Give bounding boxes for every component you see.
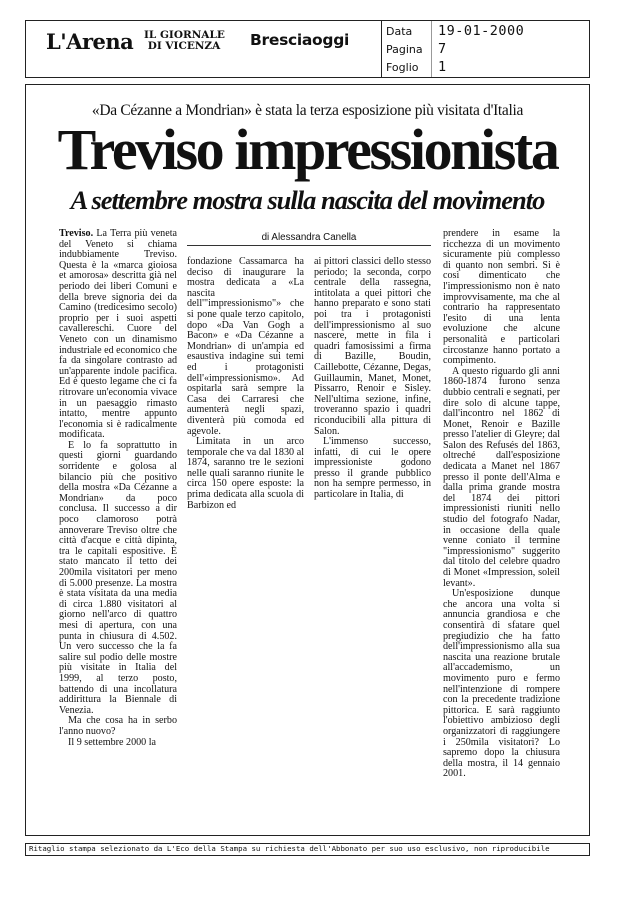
paragraph-text: La Terra più veneta del Veneto si chiama indubbiamente Treviso. Questa è la «marca gioiosa et amorosa» descritta già nel periodo dei liberi Comuni e della breve signoria dei da Camino (tredicesimo secolo) proprio per i suoi aspetti cavallereschi. Cuore del Veneto con un dinamismo industriale ed economico che fa da singolare contrasto ad un'apparente indole pacifica. Ed è questo legame che ci fa ritrovare un'economia vivace in un paesaggio rimasto intatto, mentre appunto l'economia si è radicalmente modificata.	[59, 228, 177, 441]
meta-row-data	[381, 23, 589, 41]
paragraph: ai pittori classici dello stesso periodo; la seconda, corpo centrale della rassegna, intitolata a quei pittori che hanno preparato e sono stati poi tra i protagonisti dell'impressionismo al suo nascere, mette in fila i quadri famosissimi a firma di Bazille, Boudin, Caillebotte, Cézanne, Degas, Guillaumin, Manet, Monet, Pissarro, Renoir e Sisley. Nell'ultima sezione, infine, troveranno spazio i quadri riconducibili alla pittura di Salon.	[314, 256, 431, 437]
byline-rule	[187, 245, 431, 246]
clipping-meta	[381, 21, 589, 77]
paragraph: Il 9 settembre 2000 la	[68, 736, 157, 748]
paragraph	[59, 229, 177, 441]
logo-giornale-line2: DI VICENZA	[147, 40, 221, 52]
meta-label: Data	[386, 25, 413, 38]
meta-value: 19-01-2000	[438, 23, 525, 39]
paragraph: prendere in esame la ricchezza di un movimento sicuramente più complesso di quanto non sembri. Si è così dimenticato che l'impressionismo non è nato improvvisamente, ma che al contrario ha rappresentato l'esito di una lenta evoluzione che alcune personalità e particolari circostanze hanno portato a compimento.	[443, 228, 560, 367]
article-column-3	[314, 257, 431, 532]
paragraph: L'immenso successo, infatti, di cui le opere impressioniste godono presso il grande pubblico non ha sempre permesso, in particolare in Italia, di	[314, 436, 431, 501]
paragraph: Limitata in un arco temporale che va dal 1830 al 1874, saranno tre le sezioni nelle quali saranno riunite le circa 150 opere esposte: la prima dedicata alla scuola di Barbizon ed	[187, 436, 304, 511]
article-byline: di Alessandra Canella	[261, 232, 357, 243]
article-column-2	[187, 256, 304, 511]
article-kicker: «Da Cézanne a Mondrian» è stata la terza esposizione più visitata d'Italia	[91, 102, 524, 119]
article	[25, 84, 590, 836]
meta-row-pagina	[381, 41, 589, 59]
dateline: Treviso.	[59, 228, 94, 239]
meta-value: 7	[438, 41, 447, 57]
logo-larena: L'Arena	[46, 29, 134, 54]
logo-giornale-line1: IL GIORNALE	[144, 29, 225, 41]
meta-label: Pagina	[386, 43, 423, 56]
paragraph: E lo fa soprattutto in questi giorni guardando sorridente e golosa al bilancio più che positivo della mostra «Da Cézanne a Mondrian» da poco conclusa. Il successo a dir poco clamoroso potrà annoverare Treviso oltre che città d'acque e città dipinta, tra le capitali espositive. È stato mancato il tetto dei 200mila visitatori per meno di 5.000 presenze. La mostra è stata visitata da una media di circa 1.880 visitatori al giorno nell'arco di quattro mesi di apertura, con una punta in chiusura di 4.502. Un vero successo che la fa salire sul podio delle mostre più visitate in Italia del 1999, al terzo posto, battendo di una incollatura addirittura la Biennale di Venezia.	[59, 439, 177, 716]
paragraph: A questo riguardo gli anni 1860-1874 furono senza dubbio centrali e segnati, per dire solo di alcune tappe, dall'incontro nel 1862 di Monet, Renoir e Bazille presso l'atelier di Gleyre; dal Salon des Refusés del 1863, oltreché dall'esposizione dedicata a Manet nel 1867 presso il ponte dell'Alma e dalla prima grande mostra del 1874 dei pittori impressionisti riuniti nello studio del fotografo Nadar, in occasione della quale venne coniato il termine "impressionismo" suggerito dal titolo del celebre quadro di Monet «Impression, soleil levant».	[443, 365, 560, 589]
paragraph: fondazione Cassamarca ha deciso di inaugurare la mostra dedicata a «La nascita dell'"impressionismo"» che si pone quale terzo capitolo, dopo «Da Van Gogh a Bacon» e «Da Cézanne a Mondrian» di un'ampia ed esaustiva indagine sui temi ed i protagonisti dell'«impressionismo». Ad ospitarla sarà sempre la Casa dei Carraresi che aumenterà negli spazi, diventerà più comoda ed agevole.	[187, 256, 304, 437]
clipping-header	[25, 20, 590, 78]
article-title: Treviso impressionista	[57, 117, 558, 182]
clipping-footer: Ritaglio stampa selezionato da L'Eco della Stampa su richiesta dell'Abbonato per suo uso esclusivo, non riproducibile	[25, 843, 590, 856]
logo-giornale-di-vicenza	[144, 30, 224, 52]
newspaper-logos	[26, 21, 382, 77]
meta-value: 1	[438, 59, 447, 75]
article-column-1	[59, 229, 177, 749]
meta-label: Foglio	[386, 61, 419, 74]
article-subtitle: A settembre mostra sulla nascita del movimento	[70, 185, 545, 215]
paragraph: Un'esposizione dunque che ancora una volta si annuncia grandiosa e che consentirà di sfatare quel pregiudizio che ha fatto dell'impressionismo alla sua nascita una reazione brutale all'accademismo, un movimento puro e fermo nell'intenzione di rompere con la precedente tradizione pittorica. E sarà raggiunto l'obiettivo ambizioso degli organizzatori di raggiungere i 250mila visitatori? Lo sapremo dopo la chiusura della mostra, il 14 gennaio 2001.	[443, 588, 560, 780]
meta-row-foglio	[381, 59, 589, 77]
paragraph: Ma che cosa ha in serbo l'anno nuovo?	[59, 715, 177, 737]
article-column-4	[443, 228, 560, 780]
logo-bresciaoggi: Bresciaoggi	[250, 31, 350, 49]
